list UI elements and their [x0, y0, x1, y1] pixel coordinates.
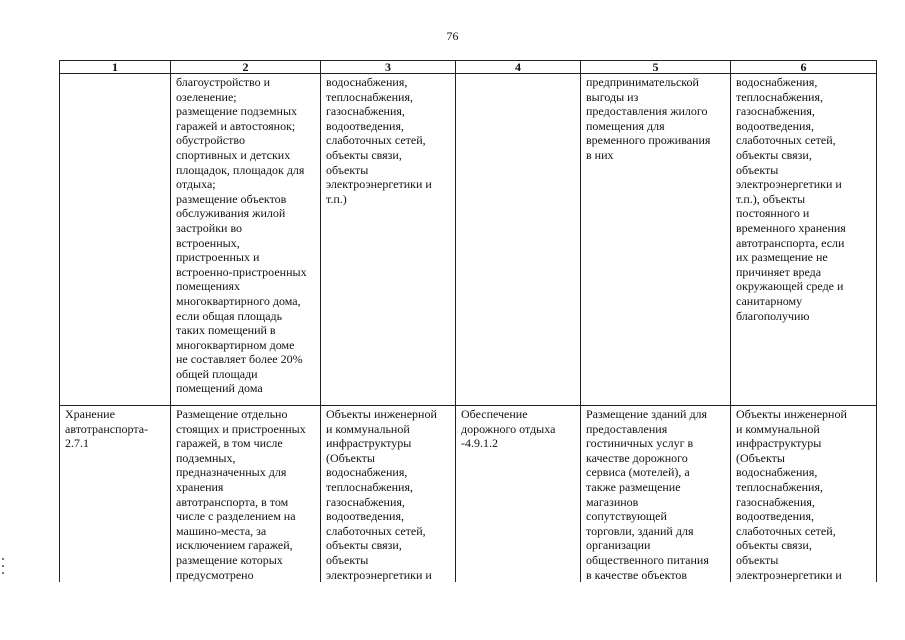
- table-cell: [456, 406, 581, 583]
- cell-text-line: общественного питания: [586, 552, 709, 567]
- cell-text-line: Размещение зданий для: [586, 407, 708, 421]
- cell-text-line: слаботочных сетей,: [736, 523, 836, 538]
- cell-text-line: электроэнергетики и: [326, 177, 432, 192]
- cell-text-line: размещение которых: [176, 552, 283, 567]
- column-header: 6: [731, 61, 877, 74]
- cell-text-line: водоснабжения,: [736, 75, 818, 89]
- cell-text-line: Объекты инженерной: [326, 407, 437, 421]
- cell-text-line: теплоснабжения,: [736, 479, 823, 494]
- column-header: 1: [60, 61, 171, 74]
- cell-text-line: помещения для: [586, 118, 665, 133]
- cell-text-line: торговли, зданий для: [586, 523, 694, 538]
- cell-text-line: сервиса (мотелей), а: [586, 465, 690, 480]
- column-header: 5: [581, 61, 731, 74]
- cell-text-line: предусмотрено: [176, 567, 254, 582]
- cell-text-line: выгоды из: [586, 89, 639, 104]
- table-cell: [456, 74, 581, 406]
- column-header: 4: [456, 61, 581, 74]
- cell-text-line: причиняет вреда: [736, 264, 822, 279]
- cell-text-line: гаражей, в том числе: [176, 436, 283, 451]
- cell-text-line: водоснабжения,: [326, 465, 408, 480]
- cell-text-line: газоснабжения,: [326, 494, 405, 509]
- cell-text-line: размещение подземных: [176, 104, 298, 119]
- cell-text-line: объекты связи,: [736, 147, 812, 162]
- cell-text-line: размещение объектов: [176, 191, 287, 206]
- cell-text-line: если общая площадь: [176, 308, 283, 323]
- cell-text-line: объекты: [736, 162, 779, 177]
- cell-text-line: автотранспорта-: [65, 421, 149, 436]
- table-cell: [731, 74, 877, 406]
- cell-text-line: в них: [586, 147, 614, 162]
- cell-text-line: теплоснабжения,: [326, 479, 413, 494]
- cell-text-line: и коммунальной: [736, 421, 820, 436]
- cell-text-line: электроэнергетики и: [326, 567, 432, 582]
- cell-text-line: (Объекты: [326, 450, 375, 465]
- header-row: [60, 61, 877, 74]
- cell-text-line: постоянного и: [736, 206, 810, 221]
- cell-text-line: подземных,: [176, 450, 236, 465]
- cell-text-line: общей площади: [176, 366, 258, 381]
- table-cell: [581, 406, 731, 583]
- scan-mark: [2, 565, 4, 567]
- cell-text-line: многоквартирном доме: [176, 337, 295, 352]
- scan-margin-marks: [2, 558, 5, 579]
- cell-text-line: их размещение не: [736, 250, 828, 265]
- cell-text-line: в качестве объектов: [586, 567, 688, 582]
- cell-text-line: слаботочных сетей,: [736, 133, 836, 148]
- cell-text-line: обслуживания жилой: [176, 206, 286, 221]
- cell-text-line: -4.9.1.2: [461, 436, 498, 451]
- cell-text-line: объекты связи,: [326, 538, 402, 553]
- cell-text-line: благоустройство и: [176, 75, 271, 89]
- cell-text-line: не составляет более 20%: [176, 352, 303, 367]
- scan-mark: [2, 572, 4, 574]
- cell-text-line: организации: [586, 538, 651, 553]
- cell-text-line: благополучию: [736, 308, 810, 323]
- cell-text-line: электроэнергетики и: [736, 567, 842, 582]
- cell-text-line: таких помещений в: [176, 323, 276, 338]
- cell-text-line: встроенно-пристроенных: [176, 264, 307, 279]
- cell-text-line: магазинов: [586, 494, 639, 509]
- table-cell: [171, 74, 321, 406]
- cell-text-line: т.п.): [326, 191, 347, 206]
- cell-text-line: озеленение;: [176, 89, 237, 104]
- cell-text-line: предназначенных для: [176, 465, 287, 480]
- cell-text-line: автотранспорта, если: [736, 235, 845, 250]
- cell-text-line: предпринимательской: [586, 75, 699, 89]
- cell-text-line: газоснабжения,: [736, 104, 815, 119]
- cell-text-line: также размещение: [586, 479, 681, 494]
- cell-text-line: (Объекты: [736, 450, 785, 465]
- cell-text-line: водоснабжения,: [326, 75, 408, 89]
- cell-text-line: исключением гаражей,: [176, 538, 293, 553]
- cell-text-line: инфраструктуры: [736, 436, 822, 451]
- column-header: 3: [321, 61, 456, 74]
- cell-text-line: объекты: [736, 552, 779, 567]
- cell-text-line: слаботочных сетей,: [326, 523, 426, 538]
- scan-mark: [2, 558, 4, 560]
- cell-text-line: помещениях: [176, 279, 241, 294]
- cell-text-line: предоставления жилого: [586, 104, 708, 119]
- cell-text-line: многоквартирного дома,: [176, 293, 301, 308]
- cell-text-line: застройки во: [176, 220, 243, 235]
- cell-text-line: отдыха;: [176, 177, 216, 192]
- column-header: 2: [171, 61, 321, 74]
- cell-text-line: объекты связи,: [736, 538, 812, 553]
- cell-text-line: инфраструктуры: [326, 436, 412, 451]
- land-use-table: [59, 60, 877, 582]
- table-cell: [731, 406, 877, 583]
- cell-text-line: Размещение отдельно: [176, 407, 288, 421]
- cell-text-line: слаботочных сетей,: [326, 133, 426, 148]
- page-number: 76: [446, 29, 459, 43]
- cell-text-line: объекты: [326, 162, 369, 177]
- cell-text-line: т.п.), объекты: [736, 191, 806, 206]
- table-row: [60, 406, 877, 583]
- cell-text-line: Хранение: [65, 407, 115, 421]
- cell-text-line: водоотведения,: [326, 118, 404, 133]
- table-cell: [60, 74, 171, 406]
- cell-text-line: качестве дорожного: [586, 450, 688, 465]
- table-cell: [321, 74, 456, 406]
- cell-text-line: машино-места, за: [176, 523, 267, 538]
- cell-text-line: теплоснабжения,: [736, 89, 823, 104]
- cell-text-line: предоставления: [586, 421, 668, 436]
- cell-text-line: сопутствующей: [586, 509, 667, 524]
- cell-text-line: временного хранения: [736, 220, 846, 235]
- cell-text-line: числе с разделением на: [176, 509, 296, 524]
- cell-text-line: водоснабжения,: [736, 465, 818, 480]
- cell-text-line: Обеспечение: [461, 407, 528, 421]
- cell-text-line: газоснабжения,: [736, 494, 815, 509]
- cell-text-line: теплоснабжения,: [326, 89, 413, 104]
- table-cell: [171, 406, 321, 583]
- cell-text-line: водоотведения,: [736, 118, 814, 133]
- cell-text-line: объекты связи,: [326, 147, 402, 162]
- cell-text-line: временного проживания: [586, 133, 711, 148]
- cell-text-line: 2.7.1: [65, 436, 89, 451]
- cell-text-line: обустройство: [176, 133, 245, 148]
- cell-text-line: встроенных,: [176, 235, 240, 250]
- cell-text-line: дорожного отдыха: [461, 421, 556, 436]
- cell-text-line: водоотведения,: [326, 509, 404, 524]
- cell-text-line: спортивных и детских: [176, 147, 291, 162]
- cell-text-line: электроэнергетики и: [736, 177, 842, 192]
- cell-text-line: хранения: [176, 479, 224, 494]
- cell-text-line: гаражей и автостоянок;: [176, 118, 296, 133]
- cell-text-line: стоящих и пристроенных: [176, 421, 306, 436]
- cell-text-line: автотранспорта, в том: [176, 494, 289, 509]
- cell-text-line: газоснабжения,: [326, 104, 405, 119]
- table-cell: [321, 406, 456, 583]
- table-row: [60, 74, 877, 406]
- cell-text-line: окружающей среде и: [736, 279, 844, 294]
- cell-text-line: Объекты инженерной: [736, 407, 847, 421]
- cell-text-line: гостиничных услуг в: [586, 436, 694, 451]
- cell-text-line: площадок, площадок для: [176, 162, 305, 177]
- table-cell: [581, 74, 731, 406]
- cell-text-line: пристроенных и: [176, 250, 260, 265]
- cell-text-line: и коммунальной: [326, 421, 410, 436]
- cell-text-line: санитарному: [736, 293, 803, 308]
- cell-text-line: объекты: [326, 552, 369, 567]
- cell-text-line: помещений дома: [176, 381, 263, 396]
- table-cell: [60, 406, 171, 583]
- cell-text-line: водоотведения,: [736, 509, 814, 524]
